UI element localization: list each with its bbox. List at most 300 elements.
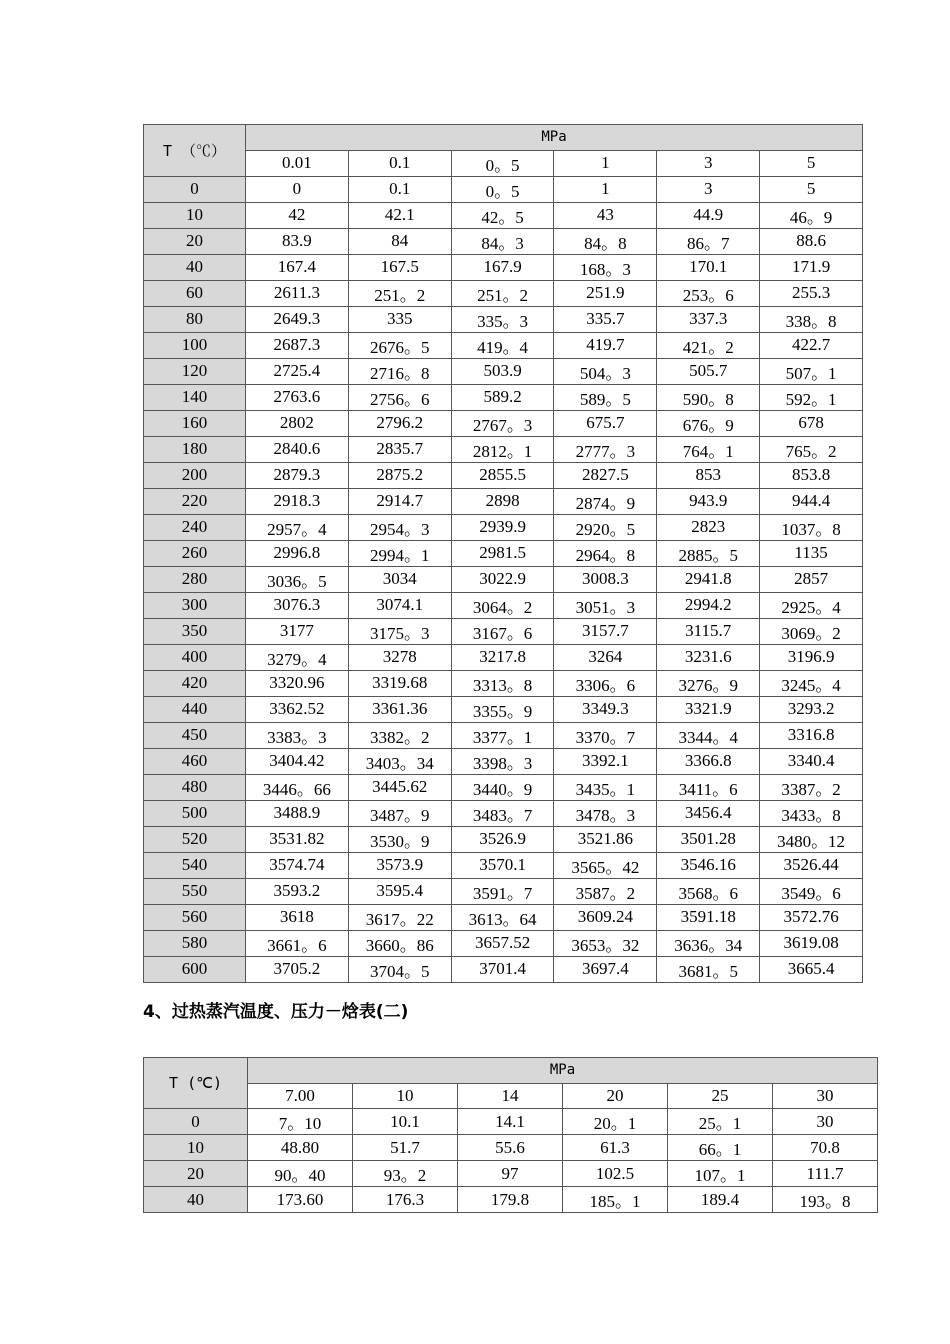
temperature-cell: 280 <box>144 566 246 592</box>
temperature-cell: 40 <box>144 254 246 280</box>
enthalpy-cell: 3217.8 <box>451 644 554 670</box>
enthalpy-cell: 88.6 <box>760 228 863 254</box>
enthalpy-cell: 421。2 <box>657 332 760 358</box>
enthalpy-cell: 1037。8 <box>760 514 863 540</box>
enthalpy-cell: 3411。6 <box>657 774 760 800</box>
enthalpy-cell: 3276。9 <box>657 670 760 696</box>
enthalpy-cell: 3660。86 <box>348 930 451 956</box>
enthalpy-cell: 507。1 <box>760 358 863 384</box>
enthalpy-cell: 853 <box>657 462 760 488</box>
enthalpy-cell: 2920。5 <box>554 514 657 540</box>
enthalpy-cell: 86。7 <box>657 228 760 254</box>
enthalpy-cell: 84。3 <box>451 228 554 254</box>
enthalpy-cell: 44.9 <box>657 202 760 228</box>
table-row <box>144 384 863 410</box>
table-row <box>144 306 863 332</box>
temperature-cell: 260 <box>144 540 246 566</box>
table-row <box>144 1109 878 1135</box>
enthalpy-cell: 2812。1 <box>451 436 554 462</box>
enthalpy-cell: 3036。5 <box>246 566 349 592</box>
table-row <box>144 202 863 228</box>
enthalpy-cell: 3355。9 <box>451 696 554 722</box>
enthalpy-cell: 3278 <box>348 644 451 670</box>
enthalpy-cell: 2939.9 <box>451 514 554 540</box>
enthalpy-cell: 3264 <box>554 644 657 670</box>
enthalpy-cell: 2767。3 <box>451 410 554 436</box>
enthalpy-cell: 176.3 <box>353 1187 458 1213</box>
enthalpy-cell: 3501.28 <box>657 826 760 852</box>
enthalpy-cell: 84 <box>348 228 451 254</box>
enthalpy-cell: 853.8 <box>760 462 863 488</box>
enthalpy-cell: 3435。1 <box>554 774 657 800</box>
enthalpy-cell: 2796.2 <box>348 410 451 436</box>
enthalpy-cell: 2725.4 <box>246 358 349 384</box>
enthalpy-cell: 2611.3 <box>246 280 349 306</box>
enthalpy-cell: 3440。9 <box>451 774 554 800</box>
enthalpy-cell: 3595.4 <box>348 878 451 904</box>
enthalpy-cell: 3704。5 <box>348 956 451 982</box>
section-heading: 4、过热蒸汽温度、压力－焓表(二) <box>143 1002 409 1022</box>
pressure-cell: 0.01 <box>246 150 349 176</box>
enthalpy-cell: 2885。5 <box>657 540 760 566</box>
enthalpy-cell: 2941.8 <box>657 566 760 592</box>
enthalpy-cell: 3076.3 <box>246 592 349 618</box>
enthalpy-cell: 2918.3 <box>246 488 349 514</box>
enthalpy-cell: 3279。4 <box>246 644 349 670</box>
enthalpy-cell: 3587。2 <box>554 878 657 904</box>
enthalpy-cell: 3609.24 <box>554 904 657 930</box>
temperature-cell: 560 <box>144 904 246 930</box>
enthalpy-cell: 7。10 <box>248 1109 353 1135</box>
table-row <box>144 904 863 930</box>
temperature-header: T (℃) <box>144 1058 248 1109</box>
enthalpy-cell: 943.9 <box>657 488 760 514</box>
enthalpy-cell: 189.4 <box>668 1187 773 1213</box>
enthalpy-cell: 3403。34 <box>348 748 451 774</box>
enthalpy-cell: 255.3 <box>760 280 863 306</box>
enthalpy-cell: 14.1 <box>458 1109 563 1135</box>
enthalpy-cell: 3618 <box>246 904 349 930</box>
pressure-unit-header: MPa <box>246 125 863 151</box>
temperature-cell: 460 <box>144 748 246 774</box>
temperature-cell: 0 <box>144 1109 248 1135</box>
enthalpy-cell: 3445.62 <box>348 774 451 800</box>
temperature-cell: 300 <box>144 592 246 618</box>
table-row <box>144 748 863 774</box>
enthalpy-cell: 93。2 <box>353 1161 458 1187</box>
enthalpy-cell: 675.7 <box>554 410 657 436</box>
enthalpy-cell: 251.9 <box>554 280 657 306</box>
enthalpy-cell: 419.7 <box>554 332 657 358</box>
enthalpy-cell: 3526.9 <box>451 826 554 852</box>
enthalpy-cell: 3446。66 <box>246 774 349 800</box>
enthalpy-cell: 3433。8 <box>760 800 863 826</box>
temperature-cell: 220 <box>144 488 246 514</box>
temperature-cell: 600 <box>144 956 246 982</box>
enthalpy-cell: 3487。9 <box>348 800 451 826</box>
table-row <box>144 228 863 254</box>
pressure-cell: 0.1 <box>348 150 451 176</box>
enthalpy-cell: 419。4 <box>451 332 554 358</box>
temperature-header: T （℃） <box>144 125 246 177</box>
enthalpy-cell: 764。1 <box>657 436 760 462</box>
enthalpy-cell: 335 <box>348 306 451 332</box>
temperature-cell: 20 <box>144 228 246 254</box>
enthalpy-cell: 170.1 <box>657 254 760 280</box>
enthalpy-cell: 2857 <box>760 566 863 592</box>
temperature-cell: 60 <box>144 280 246 306</box>
enthalpy-cell: 3488.9 <box>246 800 349 826</box>
enthalpy-cell: 42.1 <box>348 202 451 228</box>
enthalpy-cell: 3377。1 <box>451 722 554 748</box>
enthalpy-cell: 3392.1 <box>554 748 657 774</box>
temperature-cell: 400 <box>144 644 246 670</box>
temperature-cell: 480 <box>144 774 246 800</box>
enthalpy-cell: 3572.76 <box>760 904 863 930</box>
enthalpy-cell: 167.9 <box>451 254 554 280</box>
table-row <box>144 254 863 280</box>
enthalpy-cell: 83.9 <box>246 228 349 254</box>
enthalpy-cell: 3231.6 <box>657 644 760 670</box>
enthalpy-cell: 3196.9 <box>760 644 863 670</box>
enthalpy-cell: 3387。2 <box>760 774 863 800</box>
enthalpy-cell: 3383。3 <box>246 722 349 748</box>
enthalpy-cell: 61.3 <box>563 1135 668 1161</box>
enthalpy-cell: 3064。2 <box>451 592 554 618</box>
enthalpy-cell: 505.7 <box>657 358 760 384</box>
enthalpy-cell: 3480。12 <box>760 826 863 852</box>
temperature-cell: 10 <box>144 1135 248 1161</box>
enthalpy-cell: 3531.82 <box>246 826 349 852</box>
enthalpy-cell: 3697.4 <box>554 956 657 982</box>
table-row <box>144 410 863 436</box>
table-row <box>144 462 863 488</box>
enthalpy-cell: 2823 <box>657 514 760 540</box>
temperature-cell: 550 <box>144 878 246 904</box>
enthalpy-cell: 2756。6 <box>348 384 451 410</box>
enthalpy-cell: 3034 <box>348 566 451 592</box>
enthalpy-cell: 3681。5 <box>657 956 760 982</box>
temperature-cell: 240 <box>144 514 246 540</box>
enthalpy-cell: 3657.52 <box>451 930 554 956</box>
pressure-cell: 14 <box>458 1083 563 1109</box>
enthalpy-cell: 2957。4 <box>246 514 349 540</box>
pressure-cell: 25 <box>668 1083 773 1109</box>
enthalpy-cell: 2716。8 <box>348 358 451 384</box>
enthalpy-cell: 48.80 <box>248 1135 353 1161</box>
enthalpy-cell: 2649.3 <box>246 306 349 332</box>
enthalpy-cell: 5 <box>760 176 863 202</box>
pressure-cell: 3 <box>657 150 760 176</box>
enthalpy-cell: 0 <box>246 176 349 202</box>
pressure-cell: 10 <box>353 1083 458 1109</box>
enthalpy-cell: 42。5 <box>451 202 554 228</box>
table-row <box>144 280 863 306</box>
enthalpy-cell: 3701.4 <box>451 956 554 982</box>
enthalpy-cell: 0.1 <box>348 176 451 202</box>
enthalpy-cell: 2827.5 <box>554 462 657 488</box>
enthalpy-cell: 3398。3 <box>451 748 554 774</box>
enthalpy-cell: 3573.9 <box>348 852 451 878</box>
enthalpy-cell: 55.6 <box>458 1135 563 1161</box>
enthalpy-cell: 2840.6 <box>246 436 349 462</box>
enthalpy-cell: 30 <box>773 1109 878 1135</box>
table-row <box>144 696 863 722</box>
enthalpy-cell: 46。9 <box>760 202 863 228</box>
temperature-cell: 160 <box>144 410 246 436</box>
pressure-cell: 30 <box>773 1083 878 1109</box>
temperature-cell: 200 <box>144 462 246 488</box>
enthalpy-cell: 592。1 <box>760 384 863 410</box>
enthalpy-cell: 3321.9 <box>657 696 760 722</box>
enthalpy-cell: 97 <box>458 1161 563 1187</box>
table-row <box>144 722 863 748</box>
enthalpy-cell: 2802 <box>246 410 349 436</box>
enthalpy-cell: 3157.7 <box>554 618 657 644</box>
enthalpy-cell: 167.4 <box>246 254 349 280</box>
enthalpy-cell: 3175。3 <box>348 618 451 644</box>
enthalpy-cell: 337.3 <box>657 306 760 332</box>
enthalpy-cell: 251。2 <box>451 280 554 306</box>
table-row <box>144 566 863 592</box>
pressure-cell: 20 <box>563 1083 668 1109</box>
enthalpy-cell: 2981.5 <box>451 540 554 566</box>
enthalpy-cell: 2855.5 <box>451 462 554 488</box>
enthalpy-cell: 2914.7 <box>348 488 451 514</box>
table-row <box>144 644 863 670</box>
enthalpy-cell: 171.9 <box>760 254 863 280</box>
enthalpy-cell: 3008.3 <box>554 566 657 592</box>
enthalpy-cell: 3613。64 <box>451 904 554 930</box>
temperature-cell: 450 <box>144 722 246 748</box>
temperature-cell: 580 <box>144 930 246 956</box>
enthalpy-cell: 3530。9 <box>348 826 451 852</box>
table-row <box>144 878 863 904</box>
enthalpy-cell: 2994.2 <box>657 592 760 618</box>
enthalpy-cell: 765。2 <box>760 436 863 462</box>
pressure-unit-header: MPa <box>248 1058 878 1084</box>
enthalpy-cell: 2687.3 <box>246 332 349 358</box>
enthalpy-table-1 <box>143 124 863 983</box>
enthalpy-cell: 0。5 <box>451 176 554 202</box>
table-row <box>144 540 863 566</box>
enthalpy-cell: 3177 <box>246 618 349 644</box>
enthalpy-cell: 193。8 <box>773 1187 878 1213</box>
enthalpy-cell: 2763.6 <box>246 384 349 410</box>
enthalpy-cell: 2996.8 <box>246 540 349 566</box>
enthalpy-cell: 185。1 <box>563 1187 668 1213</box>
enthalpy-cell: 335。3 <box>451 306 554 332</box>
enthalpy-cell: 1135 <box>760 540 863 566</box>
enthalpy-cell: 3636。34 <box>657 930 760 956</box>
enthalpy-cell: 10.1 <box>353 1109 458 1135</box>
table-row <box>144 930 863 956</box>
enthalpy-cell: 3370。7 <box>554 722 657 748</box>
enthalpy-cell: 3565。42 <box>554 852 657 878</box>
table-row <box>144 826 863 852</box>
enthalpy-cell: 84。8 <box>554 228 657 254</box>
temperature-cell: 440 <box>144 696 246 722</box>
enthalpy-cell: 3574.74 <box>246 852 349 878</box>
table-header-row <box>144 1058 878 1084</box>
enthalpy-cell: 2879.3 <box>246 462 349 488</box>
enthalpy-cell: 3349.3 <box>554 696 657 722</box>
enthalpy-cell: 2964。8 <box>554 540 657 566</box>
enthalpy-cell: 3245。4 <box>760 670 863 696</box>
table-row <box>144 618 863 644</box>
enthalpy-cell: 3293.2 <box>760 696 863 722</box>
enthalpy-cell: 1 <box>554 176 657 202</box>
enthalpy-cell: 3 <box>657 176 760 202</box>
table-row <box>144 1135 878 1161</box>
table-row <box>144 956 863 982</box>
enthalpy-cell: 43 <box>554 202 657 228</box>
enthalpy-cell: 20。1 <box>563 1109 668 1135</box>
enthalpy-cell: 3313。8 <box>451 670 554 696</box>
enthalpy-cell: 3022.9 <box>451 566 554 592</box>
enthalpy-cell: 3617。22 <box>348 904 451 930</box>
enthalpy-cell: 253。6 <box>657 280 760 306</box>
enthalpy-cell: 3570.1 <box>451 852 554 878</box>
enthalpy-cell: 3546.16 <box>657 852 760 878</box>
enthalpy-cell: 2994。1 <box>348 540 451 566</box>
enthalpy-cell: 3619.08 <box>760 930 863 956</box>
enthalpy-cell: 2835.7 <box>348 436 451 462</box>
enthalpy-cell: 3074.1 <box>348 592 451 618</box>
enthalpy-cell: 589。5 <box>554 384 657 410</box>
enthalpy-cell: 2875.2 <box>348 462 451 488</box>
enthalpy-cell: 3306。6 <box>554 670 657 696</box>
enthalpy-cell: 3705.2 <box>246 956 349 982</box>
enthalpy-cell: 3167。6 <box>451 618 554 644</box>
enthalpy-cell: 504。3 <box>554 358 657 384</box>
enthalpy-cell: 2777。3 <box>554 436 657 462</box>
enthalpy-cell: 3456.4 <box>657 800 760 826</box>
enthalpy-cell: 3653。32 <box>554 930 657 956</box>
temperature-cell: 0 <box>144 176 246 202</box>
enthalpy-cell: 3362.52 <box>246 696 349 722</box>
enthalpy-cell: 2874。9 <box>554 488 657 514</box>
enthalpy-cell: 3051。3 <box>554 592 657 618</box>
enthalpy-cell: 3320.96 <box>246 670 349 696</box>
enthalpy-cell: 335.7 <box>554 306 657 332</box>
enthalpy-cell: 3665.4 <box>760 956 863 982</box>
enthalpy-cell: 3340.4 <box>760 748 863 774</box>
enthalpy-cell: 90。40 <box>248 1161 353 1187</box>
enthalpy-cell: 2954。3 <box>348 514 451 540</box>
enthalpy-cell: 3361.36 <box>348 696 451 722</box>
table-row <box>144 800 863 826</box>
enthalpy-cell: 3478。3 <box>554 800 657 826</box>
enthalpy-cell: 179.8 <box>458 1187 563 1213</box>
enthalpy-cell: 676。9 <box>657 410 760 436</box>
enthalpy-cell: 3319.68 <box>348 670 451 696</box>
enthalpy-cell: 3404.42 <box>246 748 349 774</box>
enthalpy-cell: 3661。6 <box>246 930 349 956</box>
temperature-cell: 100 <box>144 332 246 358</box>
enthalpy-cell: 3483。7 <box>451 800 554 826</box>
enthalpy-cell: 111.7 <box>773 1161 878 1187</box>
table-row <box>144 1187 878 1213</box>
table-row <box>144 774 863 800</box>
table-row <box>144 358 863 384</box>
enthalpy-cell: 3344。4 <box>657 722 760 748</box>
enthalpy-cell: 107。1 <box>668 1161 773 1187</box>
enthalpy-table-2 <box>143 1057 878 1213</box>
table-row <box>144 670 863 696</box>
pressure-cell: 7.00 <box>248 1083 353 1109</box>
enthalpy-cell: 3549。6 <box>760 878 863 904</box>
enthalpy-cell: 173.60 <box>248 1187 353 1213</box>
temperature-cell: 40 <box>144 1187 248 1213</box>
enthalpy-cell: 338。8 <box>760 306 863 332</box>
pressure-cell: 0。5 <box>451 150 554 176</box>
enthalpy-cell: 3382。2 <box>348 722 451 748</box>
enthalpy-cell: 589.2 <box>451 384 554 410</box>
temperature-cell: 80 <box>144 306 246 332</box>
enthalpy-cell: 25。1 <box>668 1109 773 1135</box>
enthalpy-cell: 251。2 <box>348 280 451 306</box>
enthalpy-cell: 168。3 <box>554 254 657 280</box>
enthalpy-cell: 3069。2 <box>760 618 863 644</box>
enthalpy-cell: 678 <box>760 410 863 436</box>
enthalpy-cell: 51.7 <box>353 1135 458 1161</box>
enthalpy-cell: 3591。7 <box>451 878 554 904</box>
table-row <box>144 488 863 514</box>
enthalpy-cell: 2925。4 <box>760 592 863 618</box>
table-header-row <box>144 125 863 151</box>
temperature-cell: 180 <box>144 436 246 462</box>
temperature-cell: 350 <box>144 618 246 644</box>
temperature-cell: 540 <box>144 852 246 878</box>
temperature-cell: 520 <box>144 826 246 852</box>
table-row <box>144 332 863 358</box>
enthalpy-cell: 944.4 <box>760 488 863 514</box>
enthalpy-cell: 3593.2 <box>246 878 349 904</box>
temperature-cell: 500 <box>144 800 246 826</box>
enthalpy-cell: 66。1 <box>668 1135 773 1161</box>
enthalpy-cell: 3568。6 <box>657 878 760 904</box>
enthalpy-cell: 3115.7 <box>657 618 760 644</box>
temperature-cell: 140 <box>144 384 246 410</box>
pressure-header-row <box>144 1083 878 1109</box>
temperature-cell: 420 <box>144 670 246 696</box>
temperature-cell: 10 <box>144 202 246 228</box>
enthalpy-cell: 102.5 <box>563 1161 668 1187</box>
enthalpy-cell: 503.9 <box>451 358 554 384</box>
table-row <box>144 592 863 618</box>
table-row <box>144 176 863 202</box>
temperature-cell: 20 <box>144 1161 248 1187</box>
enthalpy-cell: 70.8 <box>773 1135 878 1161</box>
table-row <box>144 852 863 878</box>
enthalpy-cell: 167.5 <box>348 254 451 280</box>
enthalpy-cell: 3521.86 <box>554 826 657 852</box>
table-row <box>144 436 863 462</box>
table-row <box>144 1161 878 1187</box>
enthalpy-cell: 42 <box>246 202 349 228</box>
enthalpy-cell: 2676。5 <box>348 332 451 358</box>
pressure-cell: 1 <box>554 150 657 176</box>
enthalpy-cell: 3316.8 <box>760 722 863 748</box>
pressure-header-row <box>144 150 863 176</box>
enthalpy-cell: 3526.44 <box>760 852 863 878</box>
enthalpy-cell: 3366.8 <box>657 748 760 774</box>
enthalpy-cell: 2898 <box>451 488 554 514</box>
pressure-cell: 5 <box>760 150 863 176</box>
table-row <box>144 514 863 540</box>
temperature-cell: 120 <box>144 358 246 384</box>
